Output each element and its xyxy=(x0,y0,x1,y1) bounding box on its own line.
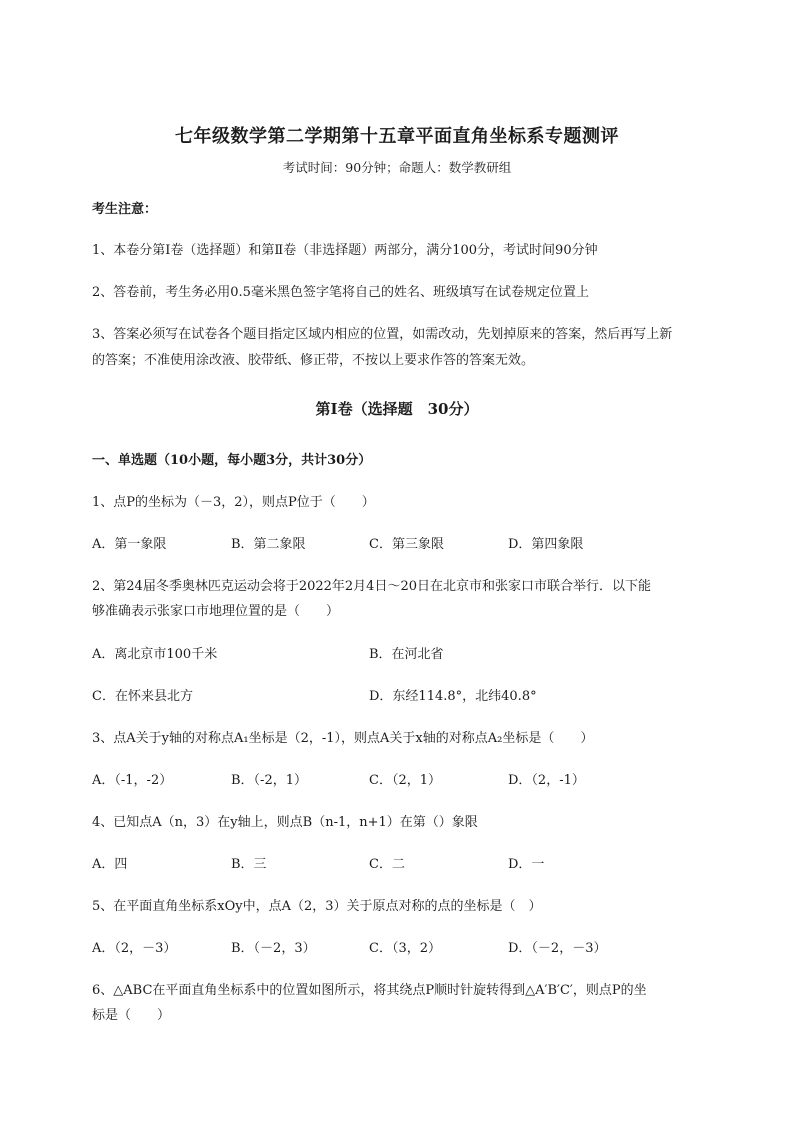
page-subtitle: 考试时间：90分钟；命题人：数学教研组 xyxy=(282,160,512,175)
option-c: C．（2，1） xyxy=(369,773,441,788)
option-c: C．二 xyxy=(369,857,405,872)
notice-item: 1、本卷分第Ⅰ卷（选择题）和第Ⅱ卷（非选择题）两部分，满分100分，考试时间90分钟 xyxy=(92,243,598,258)
question-stem: 5、在平面直角坐标系xOy中，点A（2，3）关于原点对称的点的坐标是（ ） xyxy=(92,899,542,914)
question-stem: 3、点A关于y轴的对称点A₁坐标是（2，-1），则点A关于x轴的对称点A₂坐标是（ ） xyxy=(92,731,594,746)
option-b: B．（－2，3） xyxy=(231,941,316,956)
option-c: C．第三象限 xyxy=(369,537,444,552)
page-title: 七年级数学第二学期第十五章平面直角坐标系专题测评 xyxy=(175,126,619,147)
notice-heading: 考生注意： xyxy=(92,202,158,217)
option-d: D．第四象限 xyxy=(508,537,584,552)
question-stem: 6、△ABC在平面直角坐标系中的位置如图所示，将其绕点P顺时针旋转得到△A′B′C′，则点P的坐 xyxy=(92,983,647,998)
question-stem: 1、点P的坐标为（－3，2），则点P位于（ ） xyxy=(92,495,375,510)
question-stem-cont: 标是（ ） xyxy=(92,1008,171,1023)
notice-item: 2、答卷前，考生务必用0.5毫米黑色签字笔将自己的姓名、班级填写在试卷规定位置上 xyxy=(92,285,589,300)
option-a: A．（2，－3） xyxy=(92,941,177,956)
question-stem: 4、已知点A（n，3）在y轴上，则点B（n-1，n+1）在第（）象限 xyxy=(92,815,478,830)
option-d: D．（2，-1） xyxy=(508,773,585,788)
option-a: A．第一象限 xyxy=(92,537,167,552)
option-b: B．三 xyxy=(231,857,267,872)
option-b: B．第二象限 xyxy=(231,537,306,552)
question-stem: 2、第24届冬季奥林匹克运动会将于2022年2月4日～20日在北京市和张家口市联合举行．以下能 xyxy=(92,579,651,594)
notice-item: 的答案；不准使用涂改液、胶带纸、修正带，不按以上要求作答的答案无效。 xyxy=(92,353,535,368)
option-a: A．（-1，-2） xyxy=(92,773,173,788)
option-c: C．（3，2） xyxy=(369,941,441,956)
notice-item: 3、答案必须写在试卷各个题目指定区域内相应的位置，如需改动，先划掉原来的答案，然后再写上新 xyxy=(92,327,673,342)
option-d: D．（－2，－3） xyxy=(508,941,607,956)
option-a: A．离北京市100千米 xyxy=(92,647,218,662)
question-stem-cont: 够准确表示张家口市地理位置的是（ ） xyxy=(92,604,340,619)
section-title: 一、单选题（10小题，每小题3分，共计30分） xyxy=(92,453,372,468)
option-b: B．在河北省 xyxy=(369,647,444,662)
option-d: D．东经114.8°，北纬40.8° xyxy=(369,689,537,704)
option-c: C．在怀来县北方 xyxy=(92,689,193,704)
option-d: D．一 xyxy=(508,857,545,872)
option-b: B．（-2，1） xyxy=(231,773,307,788)
part-title: 第Ⅰ卷（选择题 30分） xyxy=(315,400,479,418)
option-a: A．四 xyxy=(92,857,128,872)
